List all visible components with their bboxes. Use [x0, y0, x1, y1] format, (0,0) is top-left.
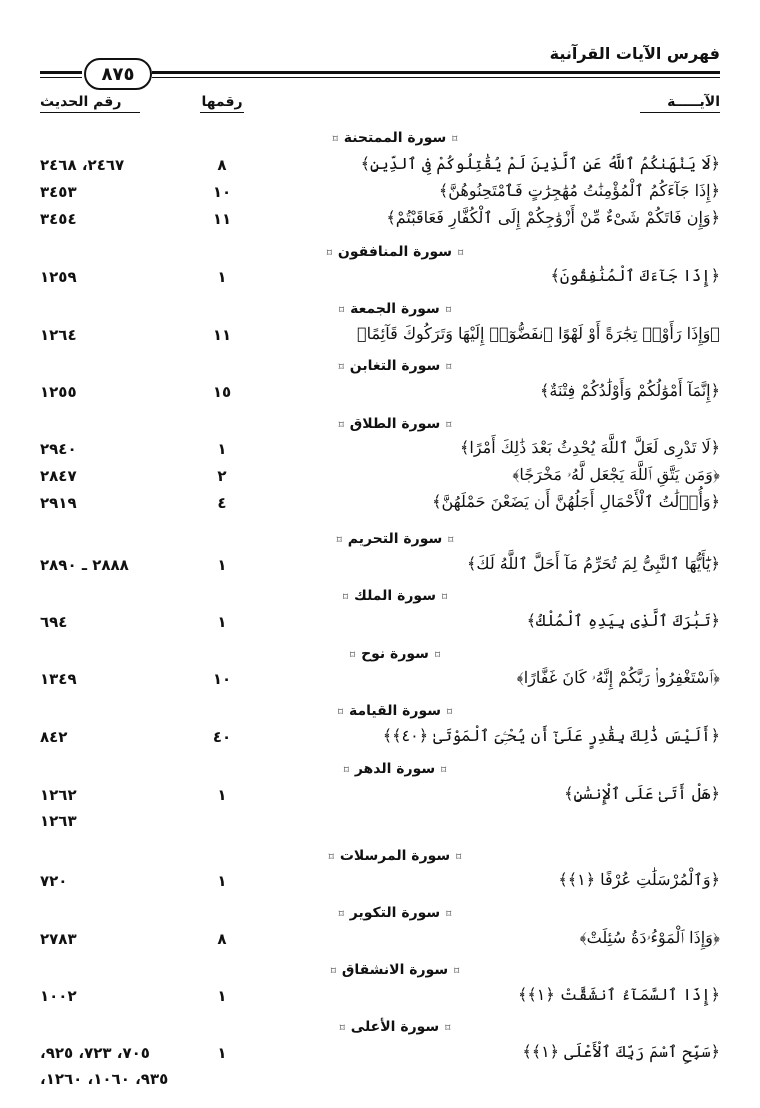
star-ornament-icon: ⌑ [441, 765, 447, 776]
hadith-number: ١٢٦٤ [40, 326, 77, 344]
surah-name: سورة الممتحنة [343, 130, 447, 146]
surah-name: سورة التكوير [349, 905, 441, 921]
column-heading-hadith-number: رقم الحديث [40, 94, 140, 113]
surah-name: سورة القيامة [348, 703, 441, 719]
verse-number: ١ [217, 786, 227, 804]
star-ornament-icon: ⌑ [441, 592, 448, 603]
verse-text: ﴿لَا تَدْرِى لَعَلَّ ٱللَّهَ يُحْدِثُ بَعْدَ ذَٰلِكَ أَمْرًا﴾ [460, 438, 720, 457]
verse-text: ﴿وَإِذَا ٱلْمَوْءُۥدَةُ سُئِلَتْ﴾ [579, 928, 720, 947]
hadith-number: ١٠٠٢ [40, 987, 77, 1005]
surah-heading [270, 358, 520, 374]
verse-number: ١٠ [212, 183, 232, 201]
star-ornament-icon: ⌑ [446, 909, 452, 920]
hadith-number: ٢٨٨٨ ـ ٢٨٩٠ [40, 556, 129, 574]
page-number: ٨٧٥ [84, 58, 152, 90]
hadith-number: ٢٧٨٣ [40, 930, 77, 948]
verse-number: ١ [217, 872, 227, 890]
surah-heading [270, 244, 520, 260]
header-rule-thick [152, 71, 720, 74]
star-ornament-icon: ⌑ [349, 650, 356, 661]
hadith-number: ٢٤٦٧، ٢٤٦٨ [40, 156, 125, 174]
verse-number: ١٠ [212, 670, 232, 688]
surah-name: سورة التحريم [347, 531, 443, 547]
verse-text: ﴿وَإِن فَاتَكُمْ شَىْءٌ مِّنْ أَزْوَٰجِكُمْ إِلَى ٱلْكُفَّارِ فَعَاقَبْتُمْ﴾ [386, 208, 720, 227]
verse-text: ﴿هَلْ أَتَىٰ عَلَى ٱلْإِنسَٰنِ﴾ [564, 784, 720, 803]
star-ornament-icon: ⌑ [434, 650, 441, 661]
hadith-number: ٢٩١٩ [40, 494, 77, 512]
surah-name: سورة الطلاق [349, 416, 441, 432]
surah-heading [270, 301, 520, 317]
verse-text: ﴿إِذَا جَآءَكَ ٱلْمُنَٰفِقُونَ﴾ [550, 266, 720, 285]
verse-text: ﴿يَٰٓأَيُّهَا ٱلنَّبِىُّ لِمَ تُحَرِّمُ مَآ أَحَلَّ ٱللَّهُ لَكَ﴾ [466, 554, 720, 573]
star-ornament-icon: ⌑ [452, 134, 458, 145]
surah-heading [270, 130, 520, 146]
star-ornament-icon: ⌑ [342, 592, 349, 603]
star-ornament-icon: ⌑ [448, 535, 454, 546]
verse-number: ١١ [212, 326, 232, 344]
header-rule-left-thin [40, 77, 82, 78]
surah-heading [270, 588, 520, 604]
verse-number: ١ [217, 440, 227, 458]
verse-number: ٢ [217, 467, 227, 485]
verse-text: ﴿إِذَا ٱلسَّمَآءُ ٱنشَقَّتْ ﴿١﴾﴾ [518, 985, 720, 1004]
star-ornament-icon: ⌑ [447, 707, 453, 718]
verse-number: ٤٠ [212, 728, 232, 746]
verse-number: ١ [217, 987, 227, 1005]
verse-text: ﴿وَإِذَا رَأَوْا۟ تِجَٰرَةً أَوْ لَهْوًا ٱنفَضُّوٓا۟ إِلَيْهَا وَتَرَكُوكَ قَآئِمًا﴾ [357, 324, 720, 343]
hadith-number: ٧٠٥، ٧٢٣، ٩٢٥، [40, 1044, 150, 1062]
verse-text: ﴿سَبِّحِ ٱسْمَ رَبِّكَ ٱلْأَعْلَى ﴿١﴾﴾ [522, 1042, 720, 1061]
verse-text: ﴿وَأُو۟لَٰتُ ٱلْأَحْمَالِ أَجَلُهُنَّ أَن يَضَعْنَ حَمْلَهُنَّ﴾ [432, 492, 720, 511]
header-rule-left-thick [40, 71, 82, 74]
hadith-number: ١٢٦٢ [40, 786, 77, 804]
surah-name: سورة الأعلى [350, 1019, 440, 1035]
star-ornament-icon: ⌑ [454, 966, 460, 977]
surah-heading [270, 646, 520, 662]
surah-heading [270, 962, 520, 978]
star-ornament-icon: ⌑ [456, 852, 462, 863]
hadith-number: ١٢٥٩ [40, 268, 77, 286]
verse-text: ﴿إِنَّمَآ أَمْوَٰلُكُمْ وَأَوْلَٰدُكُمْ فِتْنَةٌ﴾ [540, 381, 720, 400]
hadith-number: ٣٤٥٤ [40, 210, 77, 228]
surah-heading [270, 703, 520, 719]
hadith-number: ٧٢٠ [40, 872, 68, 890]
surah-heading [270, 531, 520, 547]
surah-name: سورة الدهر [354, 761, 436, 777]
surah-heading [270, 416, 520, 432]
column-heading-verse-number: رقمها [200, 94, 244, 113]
star-ornament-icon: ⌑ [338, 362, 344, 373]
star-ornament-icon: ⌑ [330, 966, 336, 977]
verse-text: ﴿وَمَن يَتَّقِ ٱللَّهَ يَجْعَل لَّهُۥ مَخْرَجًا﴾ [512, 465, 720, 484]
surah-heading [270, 905, 520, 921]
hadith-number: ٢٨٤٧ [40, 467, 77, 485]
surah-name: سورة المنافقون [337, 244, 453, 260]
surah-name: سورة المرسلات [339, 848, 451, 864]
page-title: فهرس الآيات القرآنية [549, 44, 720, 63]
hadith-number: ٨٤٢ [40, 728, 68, 746]
verse-number: ٤ [217, 494, 227, 512]
surah-heading [270, 1019, 520, 1035]
verse-number: ١٥ [212, 383, 232, 401]
surah-name: سورة الانشقاق [341, 962, 449, 978]
verse-number: ١ [217, 556, 227, 574]
hadith-number: ١٢٥٥ [40, 383, 77, 401]
star-ornament-icon: ⌑ [338, 909, 344, 920]
verse-text: ﴿ٱسْتَغْفِرُوا۟ رَبَّكُمْ إِنَّهُۥ كَانَ غَفَّارًا﴾ [516, 668, 720, 687]
surah-heading [270, 761, 520, 777]
verse-number: ٨ [217, 156, 227, 174]
star-ornament-icon: ⌑ [445, 305, 451, 316]
star-ornament-icon: ⌑ [338, 420, 344, 431]
verse-number: ١ [217, 268, 227, 286]
star-ornament-icon: ⌑ [446, 420, 452, 431]
star-ornament-icon: ⌑ [458, 248, 464, 259]
surah-name: سورة نوح [361, 646, 429, 662]
hadith-number: ٢٩٤٠ [40, 440, 77, 458]
verse-text: ﴿تَبَٰرَكَ ٱلَّذِى بِيَدِهِ ٱلْمُلْكُ﴾ [526, 611, 720, 630]
verse-number: ١ [217, 1044, 227, 1062]
verse-number: ١ [217, 613, 227, 631]
surah-name: سورة الجمعة [350, 301, 440, 317]
verse-text: ﴿وَٱلْمُرْسَلَٰتِ عُرْفًا ﴿١﴾﴾ [558, 870, 720, 889]
hadith-number: ٣٤٥٣ [40, 183, 77, 201]
star-ornament-icon: ⌑ [336, 535, 342, 546]
hadith-number: ٩٣٥، ١٠٦٠، ١٢٦٠، [40, 1070, 169, 1088]
verse-text: ﴿إِذَا جَآءَكُمُ ٱلْمُؤْمِنَٰتُ مُهَٰجِرَٰتٍ فَٱمْتَحِنُوهُنَّ﴾ [438, 181, 720, 200]
verse-number: ١١ [212, 210, 232, 228]
hadith-number: ٦٩٤ [40, 613, 68, 631]
star-ornament-icon: ⌑ [445, 1023, 451, 1034]
star-ornament-icon: ⌑ [339, 305, 345, 316]
surah-heading [270, 848, 520, 864]
surah-name: سورة التغابن [349, 358, 441, 374]
hadith-number: ١٣٤٩ [40, 670, 77, 688]
verse-text: ﴿أَلَيْسَ ذَٰلِكَ بِقَٰدِرٍ عَلَىٰٓ أَن يُحْـِۧىَ ٱلْمَوْتَىٰ ﴿٤٠﴾﴾ [382, 726, 720, 745]
star-ornament-icon: ⌑ [328, 852, 334, 863]
star-ornament-icon: ⌑ [326, 248, 332, 259]
star-ornament-icon: ⌑ [339, 1023, 345, 1034]
surah-name: سورة الملك [354, 588, 436, 604]
column-heading-verse: الآيـــــة [640, 94, 720, 113]
verse-number: ٨ [217, 930, 227, 948]
verse-text: ﴿لَا يَنْهَىٰكُمُ ٱللَّهُ عَنِ ٱلَّذِينَ لَمْ يُقَٰتِلُوكُمْ فِى ٱلدِّينِ﴾ [360, 154, 720, 173]
star-ornament-icon: ⌑ [446, 362, 452, 373]
star-ornament-icon: ⌑ [332, 134, 338, 145]
hadith-number: ١٢٦٣ [40, 812, 77, 830]
star-ornament-icon: ⌑ [343, 765, 349, 776]
star-ornament-icon: ⌑ [337, 707, 343, 718]
header-rule-thin [152, 77, 720, 78]
